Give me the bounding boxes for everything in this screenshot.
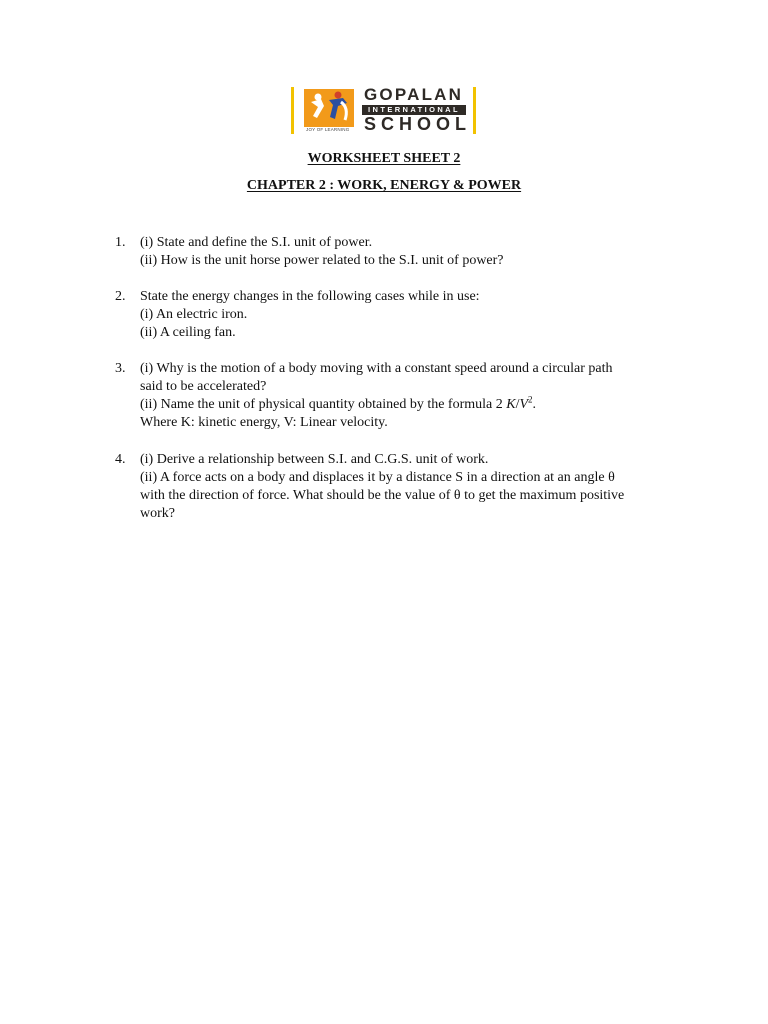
- worksheet-title: WORKSHEET SHEET 2: [307, 151, 461, 166]
- question-line: (i) Derive a relationship between S.I. and C.G.S. unit of work.: [140, 452, 489, 467]
- question-line: State the energy changes in the following cases while in use:: [140, 289, 480, 304]
- question-line: (ii) How is the unit horse power related to the S.I. unit of power?: [140, 253, 504, 268]
- question-line: with the direction of force. What should be the value of θ to get the maximum positive: [140, 488, 625, 503]
- question-body: [140, 288, 690, 342]
- question-number: 3.: [115, 361, 126, 376]
- question-line-text: (ii) Name the unit of physical quantity obtained by the formula 2: [140, 397, 507, 412]
- question-line: (i) An electric iron.: [140, 307, 248, 322]
- question-line: Where K: kinetic energy, V: Linear velocity.: [140, 415, 388, 430]
- question-line: (i) Why is the motion of a body moving with a constant speed around a circular path: [140, 361, 613, 376]
- question-line: work?: [140, 506, 175, 521]
- logo-wordmark-bottom: SCHOOL: [364, 114, 472, 134]
- question-number: 2.: [115, 289, 126, 304]
- formula-exponent: 2: [528, 394, 533, 405]
- logo-wordmark-top: GOPALAN: [364, 85, 464, 104]
- formula-end: .: [532, 397, 537, 412]
- logo-wordmark-band: INTERNATIONAL: [362, 105, 466, 115]
- question-line: said to be accelerated?: [140, 379, 267, 394]
- question-line-formula: [140, 396, 690, 414]
- question-body: [140, 451, 690, 523]
- formula-numerator: K: [506, 397, 516, 412]
- formula-denominator: V: [519, 397, 529, 412]
- school-logo: [291, 86, 477, 136]
- question-number: 4.: [115, 452, 126, 467]
- question-body: [140, 360, 690, 432]
- question-line: (i) State and define the S.I. unit of power.: [140, 235, 373, 250]
- formula-slash: /: [515, 397, 520, 412]
- question-line: (ii) A ceiling fan.: [140, 325, 236, 340]
- question-number: 1.: [115, 235, 126, 250]
- logo-tagline: JOY OF LEARNING: [306, 127, 350, 132]
- question-body: [140, 234, 690, 270]
- chapter-heading: CHAPTER 2 : WORK, ENERGY & POWER: [246, 178, 522, 193]
- question-line: (ii) A force acts on a body and displaces it by a distance S in a direction at an angle θ: [140, 470, 615, 485]
